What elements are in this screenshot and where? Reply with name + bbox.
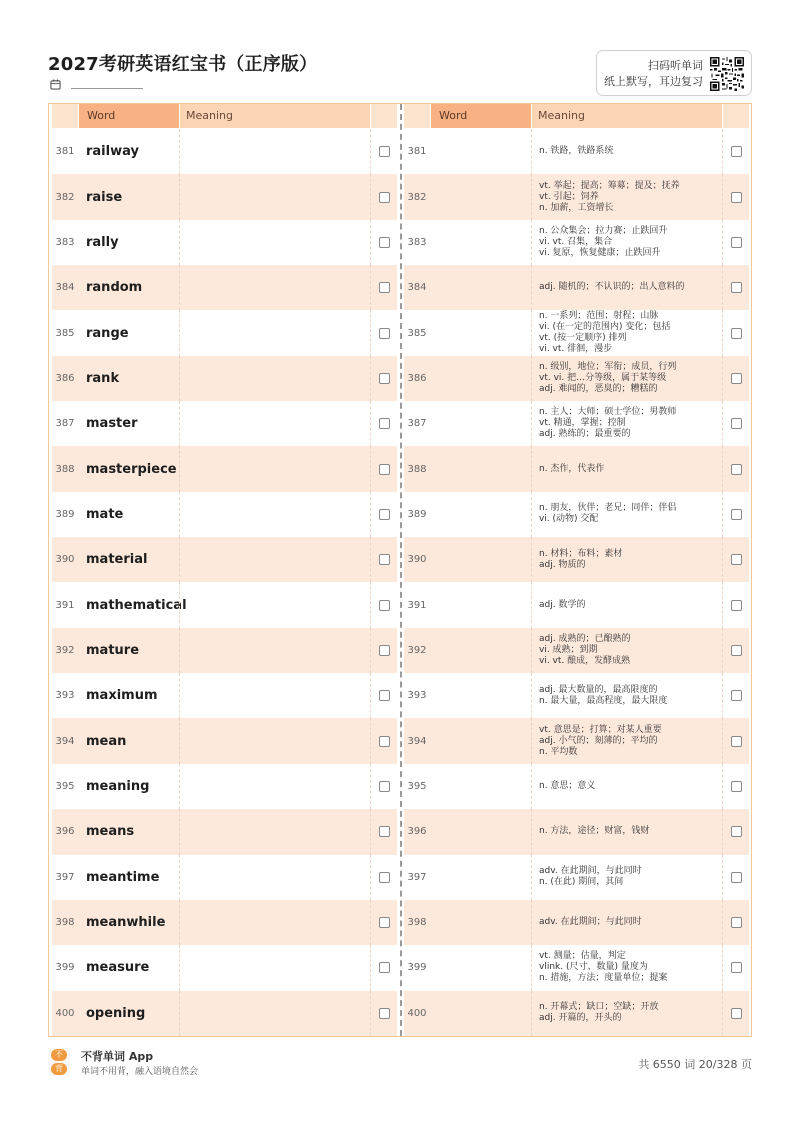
word-blank-cell[interactable] bbox=[431, 582, 531, 627]
checkbox-icon[interactable] bbox=[379, 464, 390, 475]
checkbox-icon[interactable] bbox=[731, 826, 742, 837]
checkbox-cell bbox=[723, 809, 749, 854]
row-number: 399 bbox=[407, 962, 427, 974]
meaning-cell: n. 级别，地位；军衔；成员，行列 vt. vi. 把…分等级，属于某等级 adj. 难闻的，恶臭的；糟糕的 bbox=[539, 361, 677, 394]
calendar-icon bbox=[50, 79, 61, 90]
logo-bottom-glyph: 背 bbox=[51, 1063, 67, 1075]
checkbox-cell bbox=[723, 718, 749, 763]
row-number: 394 bbox=[55, 735, 75, 747]
row-number: 382 bbox=[55, 191, 75, 203]
checkbox-icon[interactable] bbox=[731, 373, 742, 384]
word-blank-cell[interactable] bbox=[431, 356, 531, 401]
checkbox-cell bbox=[371, 220, 397, 265]
row-number: 391 bbox=[55, 599, 75, 611]
meaning-blank-cell[interactable] bbox=[180, 446, 370, 491]
checkbox-icon[interactable] bbox=[731, 1008, 742, 1019]
row-number: 395 bbox=[55, 780, 75, 792]
left-table-row bbox=[52, 582, 397, 627]
word-cell: master bbox=[86, 416, 138, 432]
right-header-meaning: Meaning bbox=[532, 104, 722, 128]
left-table-row bbox=[52, 174, 397, 219]
row-number: 386 bbox=[55, 372, 75, 384]
word-cell: rank bbox=[86, 370, 120, 386]
checkbox-icon[interactable] bbox=[379, 328, 390, 339]
row-number: 400 bbox=[55, 1007, 75, 1019]
row-number: 386 bbox=[407, 372, 427, 384]
word-cell: random bbox=[86, 280, 143, 296]
word-cell: rally bbox=[86, 234, 119, 250]
left-table-row bbox=[52, 537, 397, 582]
checkbox-icon[interactable] bbox=[731, 600, 742, 611]
right-table-row bbox=[404, 855, 749, 900]
word-cell: material bbox=[86, 552, 148, 568]
right-table-row bbox=[404, 900, 749, 945]
checkbox-cell bbox=[371, 356, 397, 401]
meaning-blank-cell[interactable] bbox=[180, 900, 370, 945]
row-number: 392 bbox=[55, 644, 75, 656]
left-header-word: Word bbox=[79, 104, 179, 128]
meaning-cell: n. 一系列；范围；射程；山脉 vi. (在一定的范围内) 变化；包括 vt. (按一定顺序) 排列 vi. vt. 徘徊，漫步 bbox=[539, 311, 671, 355]
word-blank-cell[interactable] bbox=[431, 991, 531, 1036]
row-number: 389 bbox=[55, 508, 75, 520]
checkbox-icon[interactable] bbox=[731, 781, 742, 792]
left-table-row bbox=[52, 310, 397, 355]
meaning-cell: n. 朋友，伙伴；老兄；同伴；伴侣 vi. (动物) 交配 bbox=[539, 503, 677, 525]
checkbox-cell bbox=[371, 310, 397, 355]
word-cell: measure bbox=[86, 960, 150, 976]
meaning-cell: n. 意思；意义 bbox=[539, 780, 596, 791]
meaning-blank-cell[interactable] bbox=[180, 174, 370, 219]
checkbox-icon[interactable] bbox=[731, 554, 742, 565]
meaning-blank-cell[interactable] bbox=[180, 855, 370, 900]
checkbox-cell bbox=[371, 809, 397, 854]
row-number: 388 bbox=[55, 463, 75, 475]
checkbox-cell bbox=[723, 310, 749, 355]
checkbox-cell bbox=[723, 220, 749, 265]
right-table-header bbox=[404, 104, 749, 128]
page-header bbox=[48, 50, 752, 98]
meaning-blank-cell[interactable] bbox=[180, 492, 370, 537]
checkbox-icon[interactable] bbox=[731, 192, 742, 203]
checkbox-cell bbox=[723, 401, 749, 446]
row-number: 390 bbox=[407, 554, 427, 566]
checkbox-cell bbox=[371, 446, 397, 491]
word-blank-cell[interactable] bbox=[431, 537, 531, 582]
meaning-cell: adj. 最大数量的，最高限度的 n. 最大量，最高程度，最大限度 bbox=[539, 684, 668, 706]
row-number: 394 bbox=[407, 735, 427, 747]
left-header-meaning: Meaning bbox=[180, 104, 370, 128]
qr-caption bbox=[604, 58, 703, 90]
checkbox-icon[interactable] bbox=[379, 554, 390, 565]
meaning-blank-cell[interactable] bbox=[180, 991, 370, 1036]
checkbox-cell bbox=[371, 673, 397, 718]
word-cell: mathematical bbox=[86, 597, 187, 613]
checkbox-cell bbox=[371, 718, 397, 763]
right-table-row bbox=[404, 174, 749, 219]
checkbox-cell bbox=[371, 991, 397, 1036]
left-table-row bbox=[52, 718, 397, 763]
row-number: 396 bbox=[407, 826, 427, 838]
right-table-row bbox=[404, 356, 749, 401]
left-table-row bbox=[52, 945, 397, 990]
checkbox-cell bbox=[723, 174, 749, 219]
meaning-blank-cell[interactable] bbox=[180, 582, 370, 627]
checkbox-cell bbox=[723, 900, 749, 945]
row-number: 397 bbox=[407, 871, 427, 883]
meaning-cell: n. 公众集会；拉力赛；止跌回升 vi. vt. 召集，集合 vi. 复原，恢复健康；止跌回升 bbox=[539, 225, 668, 258]
checkbox-icon[interactable] bbox=[379, 237, 390, 248]
word-cell: mean bbox=[86, 733, 127, 749]
checkbox-cell bbox=[371, 764, 397, 809]
word-cell: masterpiece bbox=[86, 461, 177, 477]
meaning-blank-cell[interactable] bbox=[180, 764, 370, 809]
meaning-blank-cell[interactable] bbox=[180, 220, 370, 265]
word-cell: mate bbox=[86, 506, 124, 522]
checkbox-cell bbox=[723, 537, 749, 582]
row-number: 385 bbox=[55, 327, 75, 339]
checkbox-icon[interactable] bbox=[731, 962, 742, 973]
checkbox-cell bbox=[723, 582, 749, 627]
checkbox-cell bbox=[723, 492, 749, 537]
qr-code-icon[interactable] bbox=[710, 57, 744, 91]
row-number: 383 bbox=[55, 236, 75, 248]
left-table-header bbox=[52, 104, 397, 128]
left-table-row bbox=[52, 673, 397, 718]
row-number: 391 bbox=[407, 599, 427, 611]
date-field bbox=[50, 79, 143, 90]
checkbox-icon[interactable] bbox=[379, 872, 390, 883]
meaning-cell: adv. 在此期间，与此同时 n. (在此) 期间，其间 bbox=[539, 866, 642, 888]
meaning-blank-cell[interactable] bbox=[180, 265, 370, 310]
left-table-row bbox=[52, 401, 397, 446]
checkbox-cell bbox=[723, 129, 749, 174]
checkbox-icon[interactable] bbox=[731, 282, 742, 293]
row-number: 389 bbox=[407, 508, 427, 520]
qr-caption-line-2: 纸上默写，耳边复习 bbox=[604, 75, 703, 88]
checkbox-cell bbox=[371, 900, 397, 945]
right-table-row bbox=[404, 764, 749, 809]
word-blank-cell[interactable] bbox=[431, 129, 531, 174]
right-table-row bbox=[404, 310, 749, 355]
word-blank-cell[interactable] bbox=[431, 945, 531, 990]
row-number: 390 bbox=[55, 554, 75, 566]
right-table-row bbox=[404, 628, 749, 673]
checkbox-icon[interactable] bbox=[379, 917, 390, 928]
word-blank-cell[interactable] bbox=[431, 446, 531, 491]
checkbox-cell bbox=[723, 446, 749, 491]
right-rows bbox=[404, 129, 749, 1036]
checkbox-icon[interactable] bbox=[731, 237, 742, 248]
word-blank-cell[interactable] bbox=[431, 900, 531, 945]
checkbox-icon[interactable] bbox=[379, 781, 390, 792]
right-table-row bbox=[404, 265, 749, 310]
app-logo-icon bbox=[48, 1048, 70, 1076]
word-blank-cell[interactable] bbox=[431, 809, 531, 854]
row-number: 388 bbox=[407, 463, 427, 475]
checkbox-icon[interactable] bbox=[379, 1008, 390, 1019]
checkbox-cell bbox=[371, 945, 397, 990]
row-number: 381 bbox=[407, 146, 427, 158]
checkbox-cell bbox=[371, 401, 397, 446]
checkbox-cell bbox=[723, 764, 749, 809]
meaning-cell: n. 杰作，代表作 bbox=[539, 463, 605, 474]
left-table-row bbox=[52, 991, 397, 1036]
row-number: 385 bbox=[407, 327, 427, 339]
meaning-cell: n. 铁路，铁路系统 bbox=[539, 146, 614, 157]
checkbox-icon[interactable] bbox=[731, 872, 742, 883]
meaning-cell: vt. 意思是；打算；对某人重要 adj. 小气的；刻薄的；平均的 n. 平均数 bbox=[539, 724, 662, 757]
checkbox-cell bbox=[723, 628, 749, 673]
checkbox-icon[interactable] bbox=[379, 509, 390, 520]
right-table-row bbox=[404, 809, 749, 854]
checkbox-icon[interactable] bbox=[731, 146, 742, 157]
word-cell: meaning bbox=[86, 778, 150, 794]
row-number: 387 bbox=[407, 418, 427, 430]
right-table-row bbox=[404, 129, 749, 174]
word-blank-cell[interactable] bbox=[431, 265, 531, 310]
checkbox-icon[interactable] bbox=[379, 826, 390, 837]
row-number: 397 bbox=[55, 871, 75, 883]
row-number: 399 bbox=[55, 962, 75, 974]
word-sheet bbox=[48, 103, 752, 1037]
checkbox-icon[interactable] bbox=[731, 328, 742, 339]
word-blank-cell[interactable] bbox=[431, 220, 531, 265]
word-blank-cell[interactable] bbox=[431, 718, 531, 763]
row-number: 392 bbox=[407, 644, 427, 656]
app-tagline: 单词不用背，融入语境自然会 bbox=[81, 1067, 199, 1077]
checkbox-icon[interactable] bbox=[731, 509, 742, 520]
checkbox-icon[interactable] bbox=[379, 690, 390, 701]
page-footer bbox=[48, 1048, 752, 1078]
row-number: 400 bbox=[407, 1007, 427, 1019]
left-table-row bbox=[52, 446, 397, 491]
meaning-column bbox=[401, 104, 752, 1036]
word-blank-cell[interactable] bbox=[431, 673, 531, 718]
left-table-row bbox=[52, 265, 397, 310]
checkbox-cell bbox=[371, 265, 397, 310]
checkbox-cell bbox=[371, 582, 397, 627]
checkbox-icon[interactable] bbox=[379, 282, 390, 293]
meaning-blank-cell[interactable] bbox=[180, 809, 370, 854]
page-info: 共 6550 词 20/328 页 bbox=[638, 1058, 752, 1071]
right-table-row bbox=[404, 582, 749, 627]
meaning-blank-cell[interactable] bbox=[180, 356, 370, 401]
meaning-cell: n. 主人；大师；硕士学位；男教师 vt. 精通，掌握；控制 adj. 熟练的；最重要的 bbox=[539, 407, 677, 440]
qr-caption-line-1: 扫码听单词 bbox=[648, 59, 703, 72]
word-blank-cell[interactable] bbox=[431, 174, 531, 219]
row-number: 396 bbox=[55, 826, 75, 838]
checkbox-cell bbox=[371, 855, 397, 900]
left-table-row bbox=[52, 855, 397, 900]
word-blank-cell[interactable] bbox=[431, 492, 531, 537]
meaning-blank-cell[interactable] bbox=[180, 537, 370, 582]
left-table-row bbox=[52, 809, 397, 854]
meaning-blank-cell[interactable] bbox=[180, 310, 370, 355]
meaning-blank-cell[interactable] bbox=[180, 401, 370, 446]
meaning-cell: n. 开幕式；缺口；空缺；开放 adj. 开篇的，开头的 bbox=[539, 1002, 659, 1024]
checkbox-cell bbox=[371, 628, 397, 673]
checkbox-icon[interactable] bbox=[379, 736, 390, 747]
checkbox-icon[interactable] bbox=[731, 690, 742, 701]
checkbox-cell bbox=[371, 492, 397, 537]
right-table-row bbox=[404, 537, 749, 582]
left-table-row bbox=[52, 628, 397, 673]
right-table-row bbox=[404, 401, 749, 446]
meaning-blank-cell[interactable] bbox=[180, 628, 370, 673]
meaning-blank-cell[interactable] bbox=[180, 718, 370, 763]
checkbox-cell bbox=[371, 537, 397, 582]
logo-top-glyph: 不 bbox=[51, 1049, 67, 1061]
meaning-cell: adj. 成熟的；已酿熟的 vi. 成熟；到期 vi. vt. 酿成，发酵成熟 bbox=[539, 633, 631, 666]
checkbox-icon[interactable] bbox=[379, 192, 390, 203]
checkbox-cell bbox=[723, 673, 749, 718]
checkbox-icon[interactable] bbox=[731, 464, 742, 475]
right-header-word: Word bbox=[431, 104, 531, 128]
word-cell: meanwhile bbox=[86, 915, 166, 931]
meaning-cell: adj. 随机的；不认识的；出人意料的 bbox=[539, 282, 685, 293]
meaning-cell: n. 方法，途径；财富，钱财 bbox=[539, 826, 650, 837]
right-table-row bbox=[404, 945, 749, 990]
checkbox-icon[interactable] bbox=[379, 600, 390, 611]
row-number: 384 bbox=[55, 282, 75, 294]
right-table-row bbox=[404, 446, 749, 491]
checkbox-cell bbox=[723, 991, 749, 1036]
checkbox-cell bbox=[723, 855, 749, 900]
word-column bbox=[49, 104, 400, 1036]
qr-panel[interactable] bbox=[596, 50, 752, 96]
meaning-blank-cell[interactable] bbox=[180, 673, 370, 718]
row-number: 381 bbox=[55, 146, 75, 158]
word-blank-cell[interactable] bbox=[431, 628, 531, 673]
left-table-row bbox=[52, 220, 397, 265]
checkbox-icon[interactable] bbox=[731, 418, 742, 429]
word-cell: railway bbox=[86, 144, 139, 160]
checkbox-icon[interactable] bbox=[731, 736, 742, 747]
checkbox-icon[interactable] bbox=[731, 917, 742, 928]
left-table-row bbox=[52, 764, 397, 809]
word-cell: raise bbox=[86, 189, 123, 205]
meaning-cell: adj. 数学的 bbox=[539, 599, 586, 610]
word-cell: mature bbox=[86, 642, 140, 658]
page-title: 2027考研英语红宝书（正序版） bbox=[48, 54, 318, 75]
row-number: 384 bbox=[407, 282, 427, 294]
app-name: 不背单词 App bbox=[81, 1050, 154, 1063]
left-rows bbox=[52, 129, 397, 1036]
right-table-row bbox=[404, 991, 749, 1036]
word-cell: range bbox=[86, 325, 129, 341]
date-blank[interactable] bbox=[71, 81, 143, 89]
word-blank-cell[interactable] bbox=[431, 310, 531, 355]
meaning-blank-cell[interactable] bbox=[180, 129, 370, 174]
checkbox-icon[interactable] bbox=[379, 962, 390, 973]
left-table-row bbox=[52, 356, 397, 401]
row-number: 393 bbox=[55, 690, 75, 702]
word-blank-cell[interactable] bbox=[431, 855, 531, 900]
left-table-row bbox=[52, 900, 397, 945]
word-cell: meantime bbox=[86, 869, 160, 885]
row-number: 387 bbox=[55, 418, 75, 430]
left-table-row bbox=[52, 492, 397, 537]
word-blank-cell[interactable] bbox=[431, 401, 531, 446]
row-number: 395 bbox=[407, 780, 427, 792]
checkbox-icon[interactable] bbox=[731, 645, 742, 656]
checkbox-icon[interactable] bbox=[379, 146, 390, 157]
row-number: 398 bbox=[55, 917, 75, 929]
meaning-blank-cell[interactable] bbox=[180, 945, 370, 990]
checkbox-cell bbox=[723, 945, 749, 990]
meaning-cell: vt. 测量；估量，判定 vlink. (尺寸、数量) 量度为 n. 措施，方法；度量单位；提案 bbox=[539, 951, 668, 984]
row-number: 383 bbox=[407, 236, 427, 248]
row-number: 382 bbox=[407, 191, 427, 203]
checkbox-cell bbox=[371, 129, 397, 174]
checkbox-icon[interactable] bbox=[379, 645, 390, 656]
row-number: 398 bbox=[407, 917, 427, 929]
right-table-row bbox=[404, 220, 749, 265]
checkbox-cell bbox=[723, 356, 749, 401]
row-number: 393 bbox=[407, 690, 427, 702]
meaning-cell: n. 材料；布料；素材 adj. 物质的 bbox=[539, 548, 623, 570]
checkbox-cell bbox=[723, 265, 749, 310]
left-table-row bbox=[52, 129, 397, 174]
word-cell: means bbox=[86, 824, 135, 840]
word-blank-cell[interactable] bbox=[431, 764, 531, 809]
meaning-cell: adv. 在此期间；与此同时 bbox=[539, 917, 642, 928]
meaning-cell: vt. 举起；提高；筹募；提及；抚养 vt. 引起；饲养 n. 加薪，工资增长 bbox=[539, 180, 680, 213]
checkbox-icon[interactable] bbox=[379, 373, 390, 384]
word-cell: opening bbox=[86, 1005, 146, 1021]
checkbox-icon[interactable] bbox=[379, 418, 390, 429]
right-table-row bbox=[404, 673, 749, 718]
word-cell: maximum bbox=[86, 688, 158, 704]
checkbox-cell bbox=[371, 174, 397, 219]
right-table-row bbox=[404, 492, 749, 537]
right-table-row bbox=[404, 718, 749, 763]
